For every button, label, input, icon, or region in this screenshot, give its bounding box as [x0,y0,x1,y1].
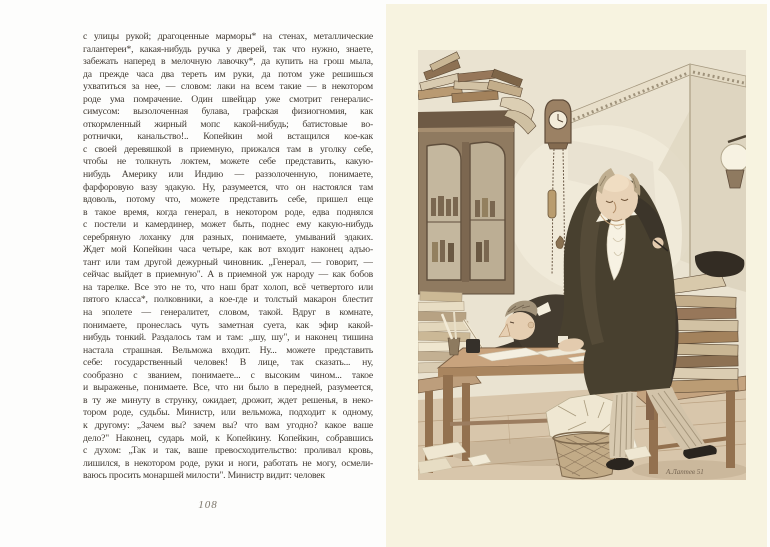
text-line: симусом: вызолоченная булава, графская физиогномия, как [83,106,373,118]
text-line: на тарелке. Все это не то, что наш брат холоп, всё четвертого или [83,281,373,293]
text-line: ухватиться за нее, — словом: лаки на всем такие — в некотором [83,81,373,93]
text-line: понимаете, пронеслась чуть заметная суета, как эфир какой- [83,319,373,331]
text-line: пятого класса*, полковники, а кое-где и толстый макарон блестит [83,294,373,306]
body-text [83,31,373,483]
text-line: и выраженье, понимаете. Все, что ни было в передней, разумеется, [83,382,373,394]
text-line: нибудь Америку или Индию — раззолоченную, понимаете, [83,169,373,181]
text-line: в такое время, когда генерал, в некотором роде, едва поднялся [83,206,373,218]
text-line: сейчас выйдет в приемную". А в приемной уж народу — как бобов [83,269,373,281]
text-line: дело?" Наконец, сударь мой, к Копейкину. Копейкин, собравшись [83,432,373,444]
text-line: ротнички, канальство!.. Копейкин мой встащился кое-как [83,131,373,143]
text-line: с своей деревяшкой в приемную, прижался там в уголку себе, [83,143,373,155]
text-line: на эполете — генералитет, словом, такой. Вдруг в комнате, [83,307,373,319]
text-line: сообразно с званием, понимаете... с высоким чином... такое [83,369,373,381]
text-line: серебряную лоханку для разных, понимаете, умываний эдаких. [83,231,373,243]
text-line: в ту же минуту в струнку, ожидает, дрожит, ждет решенья, в неко- [83,394,373,406]
text-line: к другому: „Зачем вы? зачем вы? что вам угодно? какое ваше [83,419,373,431]
text-line: Ждет мой Копейкин часа четыре, как вот входит наконец адъю- [83,244,373,256]
text-line: нибудь тонкий. Раздалось там и там: „шу, шу", и наконец тишина [83,332,373,344]
artist-signature: А.Лаптев 51 [666,468,704,476]
text-line: тором роде, судьбы. Министр, или вельможа, подходит к одному, [83,407,373,419]
text-line: тант или там другой дежурный чиновник. „Генерал, — говорит, — [83,256,373,268]
text-line: настала страшная. Вельможа входит. Ну... можете представить [83,344,373,356]
text-line: лишился, в некотором роде, руки и ноги, работать не могу, осмели- [83,457,373,469]
text-line: ваюсь просить монаршей милости". Министр видит: человек [83,470,325,482]
text-line: фарфоровую вазу эдакую. Ну, разумеется, что он настоялся там [83,181,373,193]
text-line: чтобы не толкнуть локтем, можете себе представить, какую- [83,156,373,168]
text-line: с улицы рукой; драгоценные марморы* на стенах, металлические [83,31,373,42]
text-line: забежать наперед в мелочную лавочку*, да купить на грош мыла, [83,56,373,68]
text-line: галантереи*, какая-нибудь ручка у дверей, так что нужно, знаете, [83,43,373,55]
page-number: 108 [198,499,218,511]
bookcase [418,110,521,294]
text-line: с постели и камердинер, может быть, поднес ему какую-нибудь [83,219,373,231]
right-page [386,4,767,547]
text-line: роде ума помрачение. Один швейцар уже смотрит генералис- [83,93,373,105]
text-line: вдоволь, потому что, можете представить себе, пришел еще [83,194,373,206]
illustration [418,50,746,480]
text-line: да прежде часа два тереть им руки, да потом уже решишься [83,68,373,80]
text-line: с духом: „Так и так, ваше превосходительство: проливал кровь, [83,445,373,457]
text-line: откормленный жирный мопс какой-нибудь; батистовые во- [83,118,373,130]
text-line: себе: государственный человек! В лице, так сказать... ну, [83,357,373,369]
